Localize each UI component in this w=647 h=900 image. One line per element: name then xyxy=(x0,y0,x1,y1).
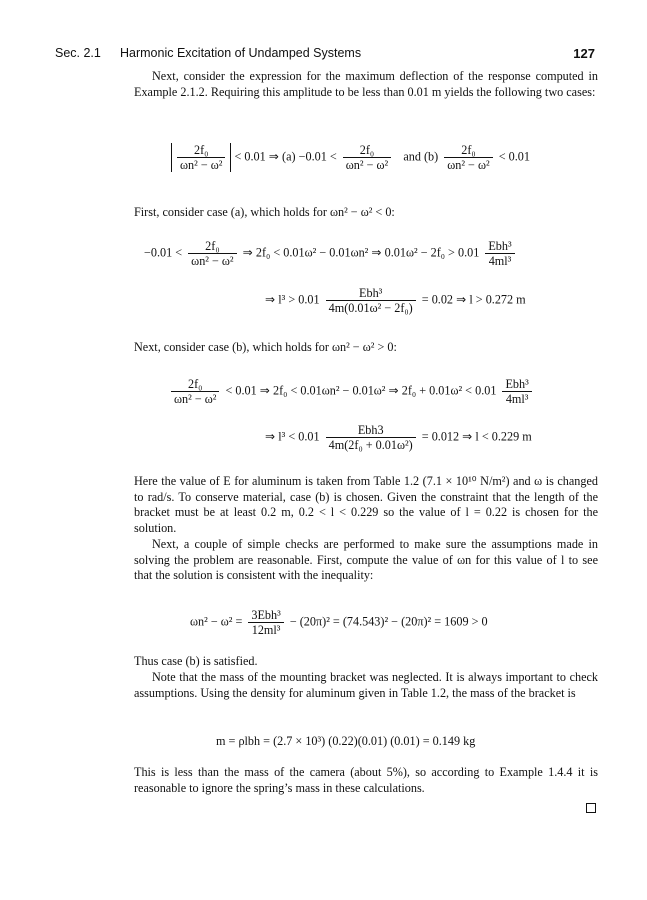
equation-text: and (b) xyxy=(403,149,439,164)
equation-case-b-2: ⇒ l³ < 0.01 $\frac{\text{Ebh3}}{\text{4m(2f₀ + 0.01ω²)}}$ = 0.012 ⇒ l < 0.229 m xyxy=(265,423,532,452)
equation-mass: m = ρlbh = (2.7 × 10³) (0.22)(0.01) (0.01) = 0.149 kg xyxy=(216,734,476,748)
running-title: Harmonic Excitation of Undamped Systems xyxy=(120,46,362,60)
fraction: $\frac{\text{2f₀}}{\text{ωn² − ω²}}$ xyxy=(444,143,492,172)
equation-text: < 0.01 ⇒ (a) −0.01 < xyxy=(234,149,337,164)
fraction: $\frac{\text{2f₀}}{\text{ωn² − ω²}}$ xyxy=(177,143,225,172)
paragraph-satisfied: Thus case (b) is satisfied. xyxy=(134,654,258,668)
fraction: $\frac{\text{2f₀}}{\text{ωn² − ω²}}$ xyxy=(171,377,219,406)
page-number: 127 xyxy=(573,46,595,61)
equation-case-b-1: $\frac{\text{2f₀}}{\text{ωn² − ω²}}$ < 0.01 ⇒ 2f₀ < 0.01ωn² − 0.01ω² ⇒ 2f₀ + 0.01ω² < 0.01 $\frac{\text{Ebh³}}{\text{4ml³}}$ xyxy=(168,377,535,406)
fraction: $\frac{\text{Ebh³}}{\text{4ml³}}$ xyxy=(485,239,514,268)
equation-check: ωn² − ω² = $\frac{\text{3Ebh³}}{\text{12ml³}}$ − (20π)² = (74.543)² − (20π)² = 1609 > 0 xyxy=(190,608,488,637)
paragraph-intro: Next, consider the expression for the maximum deflection of the response computed in Example 2.1.2. Requiring this amplitude to be less than 0.01 m yields the following two cases: xyxy=(134,69,598,99)
equation-cases xyxy=(171,143,530,172)
paragraph-mass-note: Note that the mass of the mounting bracket was neglected. It is always important to check assumptions. Using the density for aluminum given in Table 1.2, the mass of the bracket is xyxy=(134,670,598,700)
paragraph-checks: Next, a couple of simple checks are performed to make sure the assumptions made in solving the problem are reasonable. First, compute the value of ωn for this value of l to see that the solution is consistent with the inequality: xyxy=(134,537,598,583)
fraction: $\frac{\text{2f₀}}{\text{ωn² − ω²}}$ xyxy=(343,143,391,172)
fraction: $\frac{\text{Ebh³}}{\text{4ml³}}$ xyxy=(502,377,531,406)
equation-text: < 0.01 xyxy=(498,149,530,164)
paragraph-case-a: First, consider case (a), which holds for ωn² − ω² < 0: xyxy=(134,205,395,219)
paragraph-case-choice: Here the value of E for aluminum is taken from Table 1.2 (7.1 × 10¹⁰ N/m²) and ω is changed to rad/s. To conserve material, case (b) is chosen. Given the constraint that the length of the bracket must be at least 0.2 m, 0.2 < l < 0.229 so the value of l = 0.22 is chosen for the solution. xyxy=(134,474,598,535)
equation-case-a-1: −0.01 < $\frac{\text{2f₀}}{\text{ωn² − ω²}}$ ⇒ 2f₀ < 0.01ω² − 0.01ωn² ⇒ 0.01ω² − 2f₀ > 0.01 $\frac{\text{Ebh³}}{\text{4ml³}}$ xyxy=(144,239,518,268)
absolute-value xyxy=(171,143,231,172)
section-label: Sec. 2.1 xyxy=(55,46,101,60)
paragraph-case-b: Next, consider case (b), which holds for ωn² − ω² > 0: xyxy=(134,340,397,354)
end-of-example-box xyxy=(586,803,596,813)
fraction: $\frac{\text{Ebh3}}{\text{4m(2f₀ + 0.01ω²)}}$ xyxy=(326,423,416,452)
fraction: $\frac{\text{Ebh³}}{\text{4m(0.01ω² − 2f₀)}}$ xyxy=(326,286,416,315)
fraction: $\frac{\text{2f₀}}{\text{ωn² − ω²}}$ xyxy=(188,239,236,268)
equation-case-a-2: ⇒ l³ > 0.01 $\frac{\text{Ebh³}}{\text{4m(0.01ω² − 2f₀)}}$ = 0.02 ⇒ l > 0.272 m xyxy=(265,286,526,315)
paragraph-conclusion: This is less than the mass of the camera (about 5%), so according to Example 1.4.4 it is reasonable to ignore the spring’s mass in these calculations. xyxy=(134,765,598,795)
fraction: $\frac{\text{3Ebh³}}{\text{12ml³}}$ xyxy=(248,608,283,637)
